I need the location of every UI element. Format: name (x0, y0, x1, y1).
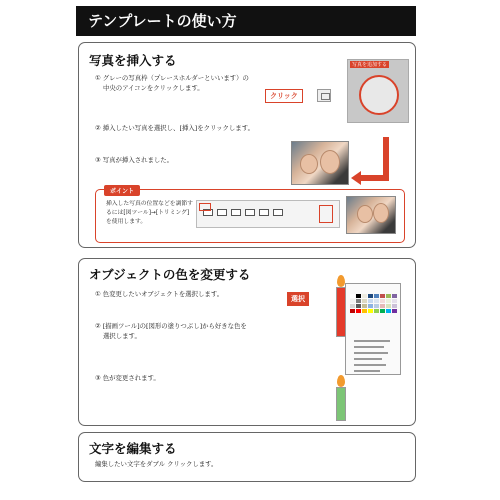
step-1: ① 色変更したいオブジェクトを選択します。 (95, 290, 224, 298)
color-swatch[interactable] (350, 294, 355, 298)
color-swatch[interactable] (356, 299, 361, 303)
color-swatch[interactable] (374, 299, 379, 303)
color-swatch[interactable] (362, 294, 367, 298)
color-swatch[interactable] (392, 304, 397, 308)
shape-fill-palette[interactable] (345, 283, 401, 375)
step-2: ② 挿入したい写真を選択し、[挿入]をクリックします。 (95, 124, 254, 132)
step-1-line-2: 中央のアイコンをクリックします。 (103, 84, 204, 92)
color-swatch[interactable] (374, 304, 379, 308)
cropped-photo (346, 196, 396, 234)
step-3: ③ 色が変更されます。 (95, 374, 160, 382)
step-1: 編集したい文字をダブル クリックします。 (95, 460, 218, 468)
section-title: 文字を編集する (89, 441, 177, 456)
color-swatch[interactable] (362, 299, 367, 303)
picture-tools-ribbon (196, 200, 340, 228)
point-tag: ポイント (104, 185, 140, 196)
point-box (95, 189, 405, 243)
inserted-photo (291, 141, 349, 185)
candle-flame-icon (337, 275, 345, 287)
color-swatch[interactable] (356, 304, 361, 308)
insert-picture-icon[interactable] (317, 89, 331, 102)
arrow-left-icon (361, 175, 389, 181)
point-text: 挿入した写真の位置などを調節す るには[図ツール]→[トリミング] を使用します。 (106, 201, 193, 225)
color-swatch[interactable] (380, 294, 385, 298)
color-swatch[interactable] (386, 304, 391, 308)
click-badge: クリック (265, 89, 303, 103)
color-swatch[interactable] (380, 299, 385, 303)
color-swatch[interactable] (380, 309, 385, 313)
section-title: 写真を挿入する (89, 53, 177, 68)
color-grid[interactable] (350, 294, 397, 313)
section-change-color (78, 258, 416, 426)
color-swatch[interactable] (368, 299, 373, 303)
step-2-line-1: ② [描画ツール]の[図形の塗りつぶし]から好きな色を (95, 322, 247, 330)
color-swatch[interactable] (356, 294, 361, 298)
color-swatch[interactable] (386, 309, 391, 313)
color-swatch[interactable] (350, 299, 355, 303)
section-title: オブジェクトの色を変更する (89, 267, 251, 282)
select-badge: 選択 (287, 292, 309, 306)
color-swatch[interactable] (386, 299, 391, 303)
color-swatch[interactable] (362, 309, 367, 313)
color-swatch[interactable] (368, 294, 373, 298)
candle-flame-icon (337, 375, 345, 387)
color-swatch[interactable] (386, 294, 391, 298)
color-swatch[interactable] (350, 304, 355, 308)
color-swatch[interactable] (362, 304, 367, 308)
step-2-line-2: 選択します。 (103, 332, 141, 340)
color-swatch[interactable] (392, 309, 397, 313)
color-swatch[interactable] (380, 304, 385, 308)
section-insert-photo (78, 42, 416, 248)
color-swatch[interactable] (356, 309, 361, 313)
color-swatch[interactable] (368, 304, 373, 308)
color-swatch[interactable] (392, 294, 397, 298)
arrow-head-icon (351, 171, 361, 185)
color-swatch[interactable] (392, 299, 397, 303)
color-swatch[interactable] (374, 309, 379, 313)
step-3: ③ 写真が挿入されました。 (95, 156, 174, 164)
zoom-highlight (359, 75, 399, 115)
placeholder-label: 写真を追加する (352, 62, 388, 68)
color-swatch[interactable] (368, 309, 373, 313)
candle-green (336, 387, 346, 421)
color-swatch[interactable] (350, 309, 355, 313)
color-swatch[interactable] (374, 294, 379, 298)
page-title: テンプレートの使い方 (76, 6, 416, 36)
section-edit-text (78, 432, 416, 482)
step-1-line-1: ① グレーの写真枠（プレースホルダーといいます）の (95, 74, 249, 82)
